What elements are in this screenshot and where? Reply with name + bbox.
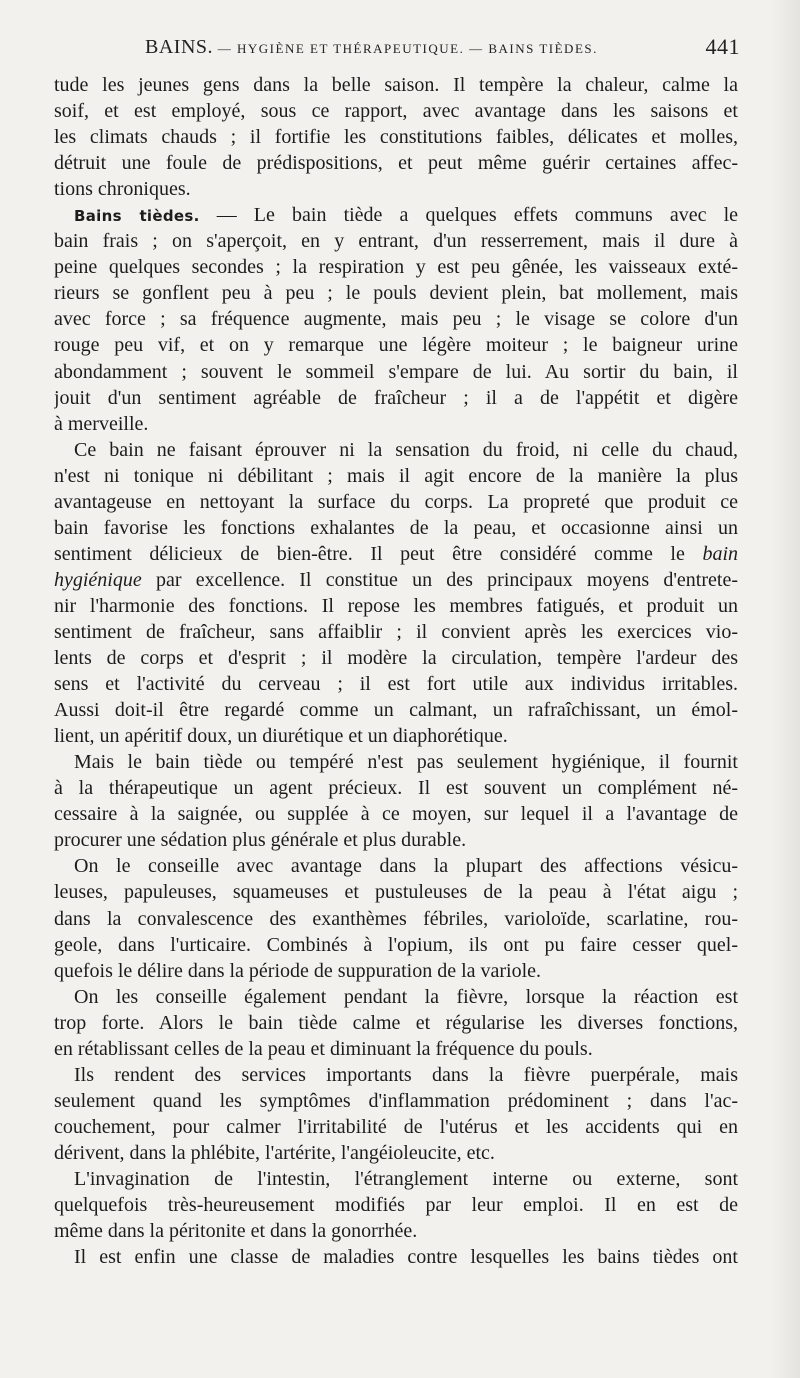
line-text: les climats chauds ; il fortifie les constitutions faibles, délicates et molles,: [54, 126, 738, 149]
line-text: par excellence. Il constitue un des principaux moyens d'entrete-: [141, 568, 738, 591]
line-text: couchement, pour calmer l'irritabilité de l'utérus et les accidents qui en: [54, 1115, 738, 1138]
text-line: [54, 671, 738, 697]
line-text: Ils rendent des services importants dans la fièvre puerpérale, mais: [74, 1063, 738, 1086]
line-text: Ce bain ne faisant éprouver ni la sensation du froid, ni celle du chaud,: [74, 438, 738, 461]
text-line: [54, 150, 738, 176]
text-line: [54, 1192, 738, 1218]
page-number: 441: [705, 34, 740, 59]
line-text: lents de corps et d'esprit ; il modère la circulation, tempère l'ardeur des: [54, 647, 738, 670]
text-line: [54, 1062, 738, 1088]
line-text: à merveille.: [54, 412, 149, 435]
line-text: rieurs se gonflent peu à peu ; le pouls devient plein, bat mollement, mais: [54, 282, 738, 305]
running-header: [145, 36, 740, 62]
text-line: [54, 176, 738, 202]
line-text: On les conseille également pendant la fièvre, lorsque la réaction est: [74, 985, 738, 1008]
text-line: [54, 411, 738, 437]
text-line: [54, 489, 738, 515]
text-line: [54, 1218, 738, 1244]
text-line: [54, 254, 738, 280]
text-line: [54, 515, 738, 541]
line-text: détruit une foule de prédispositions, et peut même guérir certaines affec-: [54, 152, 738, 175]
text-line: [54, 228, 738, 254]
line-text: dans la convalescence des exanthèmes fébriles, varioloïde, scarlatine, rou-: [54, 907, 738, 930]
text-line: [54, 749, 738, 775]
text-line: [54, 541, 738, 567]
text-line: [54, 906, 738, 932]
text-line: [54, 723, 738, 749]
text-line: [54, 801, 738, 827]
text-line: [54, 1244, 738, 1270]
text-line: [54, 827, 738, 853]
text-line: [54, 437, 738, 463]
line-text: dérivent, dans la phlébite, l'artérite, l'angéioleucite, etc.: [54, 1141, 495, 1164]
line-text: Aussi doit-il être regardé comme un calmant, un rafraîchissant, un émol-: [54, 699, 738, 722]
line-text: lient, un apéritif doux, un diurétique et un diaphorétique.: [54, 725, 508, 748]
running-title: [145, 36, 598, 59]
text-line: [54, 567, 738, 593]
line-text: procurer une sédation plus générale et plus durable.: [54, 829, 467, 852]
text-line: [54, 1166, 738, 1192]
text-line: [54, 1036, 738, 1062]
line-text: jouit d'un sentiment agréable de fraîcheur ; il a de l'appétit et digère: [54, 386, 738, 409]
line-text: en rétablissant celles de la peau et diminuant la fréquence du pouls.: [54, 1037, 593, 1060]
line-text: tions chroniques.: [54, 178, 191, 201]
line-text: rouge peu vif, et on y remarque une légère moiteur ; le baigneur urine: [54, 334, 738, 357]
line-text: sentiment de fraîcheur, sans affaiblir ; il convient après les exercices vio-: [54, 620, 738, 643]
text-line: [54, 332, 738, 358]
running-title-main: BAINS.: [145, 36, 214, 58]
line-text: n'est ni tonique ni débilitant ; mais il agit encore de la manière la plus: [54, 464, 738, 487]
text-line: [54, 932, 738, 958]
text-line: [54, 697, 738, 723]
text-line: [54, 1114, 738, 1140]
line-text: soif, et est employé, sous ce rapport, avec avantage dans les saisons et: [54, 100, 738, 123]
line-text: avantageuse en nettoyant la surface du corps. La propreté que produit ce: [54, 490, 738, 513]
line-text: trop forte. Alors le bain tiède calme et régularise les diverses fonctions,: [54, 1011, 738, 1034]
text-line: [54, 72, 738, 98]
text-line: [54, 879, 738, 905]
text-line: [54, 463, 738, 489]
line-text: tude les jeunes gens dans la belle saison. Il tempère la chaleur, calme la: [54, 74, 738, 96]
text-line: [54, 775, 738, 801]
line-text: sens et l'activité du cerveau ; il est fort utile aux individus irritables.: [54, 673, 738, 696]
text-line: [54, 593, 738, 619]
text-line: [54, 619, 738, 645]
text-line: [54, 958, 738, 984]
text-line: [54, 280, 738, 306]
text-line: [54, 1088, 738, 1114]
text-line: [54, 1140, 738, 1166]
line-text: avec force ; sa fréquence augmente, mais peu ; le visage se colore d'un: [54, 308, 738, 331]
text-line: [54, 645, 738, 671]
text-line: [54, 202, 738, 228]
text-line: [54, 1010, 738, 1036]
section-heading: Bains tièdes.: [74, 207, 200, 226]
body-text: [54, 72, 738, 1270]
line-text: même dans la péritonite et dans la gonorrhée.: [54, 1220, 418, 1243]
line-text: geole, dans l'urticaire. Combinés à l'opium, ils ont pu faire cesser quel-: [54, 933, 738, 956]
text-line: [54, 984, 738, 1010]
line-text: nir l'harmonie des fonctions. Il repose les membres fatigués, et produit un: [54, 594, 738, 617]
text-line: [54, 98, 738, 124]
line-text: On le conseille avec avantage dans la plupart des affections vésicu-: [74, 855, 738, 878]
line-text: — Le bain tiède a quelques effets communs avec le: [199, 204, 738, 227]
line-text: L'invagination de l'intestin, l'étranglement interne ou externe, sont: [74, 1167, 738, 1190]
line-text: quefois le délire dans la période de suppuration de la variole.: [54, 959, 542, 982]
text-line: [54, 359, 738, 385]
line-text: seulement quand les symptômes d'inflammation prédominent ; dans l'ac-: [54, 1089, 738, 1112]
line-text: bain frais ; on s'aperçoit, en y entrant, d'un resserrement, mais il dure à: [54, 230, 738, 253]
line-text: peine quelques secondes ; la respiration y est peu gênée, les vaisseaux exté-: [54, 256, 738, 279]
line-text: Mais le bain tiède ou tempéré n'est pas seulement hygiénique, il fournit: [74, 751, 738, 774]
line-text: bain favorise les fonctions exhalantes de la peau, et occasionne ainsi un: [54, 516, 738, 539]
text-line: [54, 306, 738, 332]
line-text: Il est enfin une classe de maladies contre lesquelles les bains tièdes ont: [74, 1246, 738, 1269]
line-text: leuses, papuleuses, squameuses et pustuleuses de la peau à l'état aigu ;: [54, 881, 738, 904]
line-text: cessaire à la saignée, ou supplée à ce moyen, sur lequel il a l'avantage de: [54, 803, 738, 826]
line-text: quelquefois très-heureusement modifiés par leur emploi. Il en est de: [54, 1194, 738, 1217]
italic-text: bain: [702, 542, 738, 565]
running-title-rest: — HYGIÈNE ET THÉRAPEUTIQUE. — BAINS TIÈDES.: [213, 41, 598, 56]
italic-text: hygiénique: [54, 568, 142, 591]
line-text: sentiment délicieux de bien-être. Il peut être considéré comme le: [54, 542, 703, 565]
page-edge-shadow: [770, 0, 800, 1378]
line-text: à la thérapeutique un agent précieux. Il est souvent un complément né-: [54, 777, 738, 800]
text-line: [54, 385, 738, 411]
text-line: [54, 124, 738, 150]
line-text: abondamment ; souvent le sommeil s'empare de lui. Au sortir du bain, il: [54, 360, 738, 383]
text-line: [54, 853, 738, 879]
